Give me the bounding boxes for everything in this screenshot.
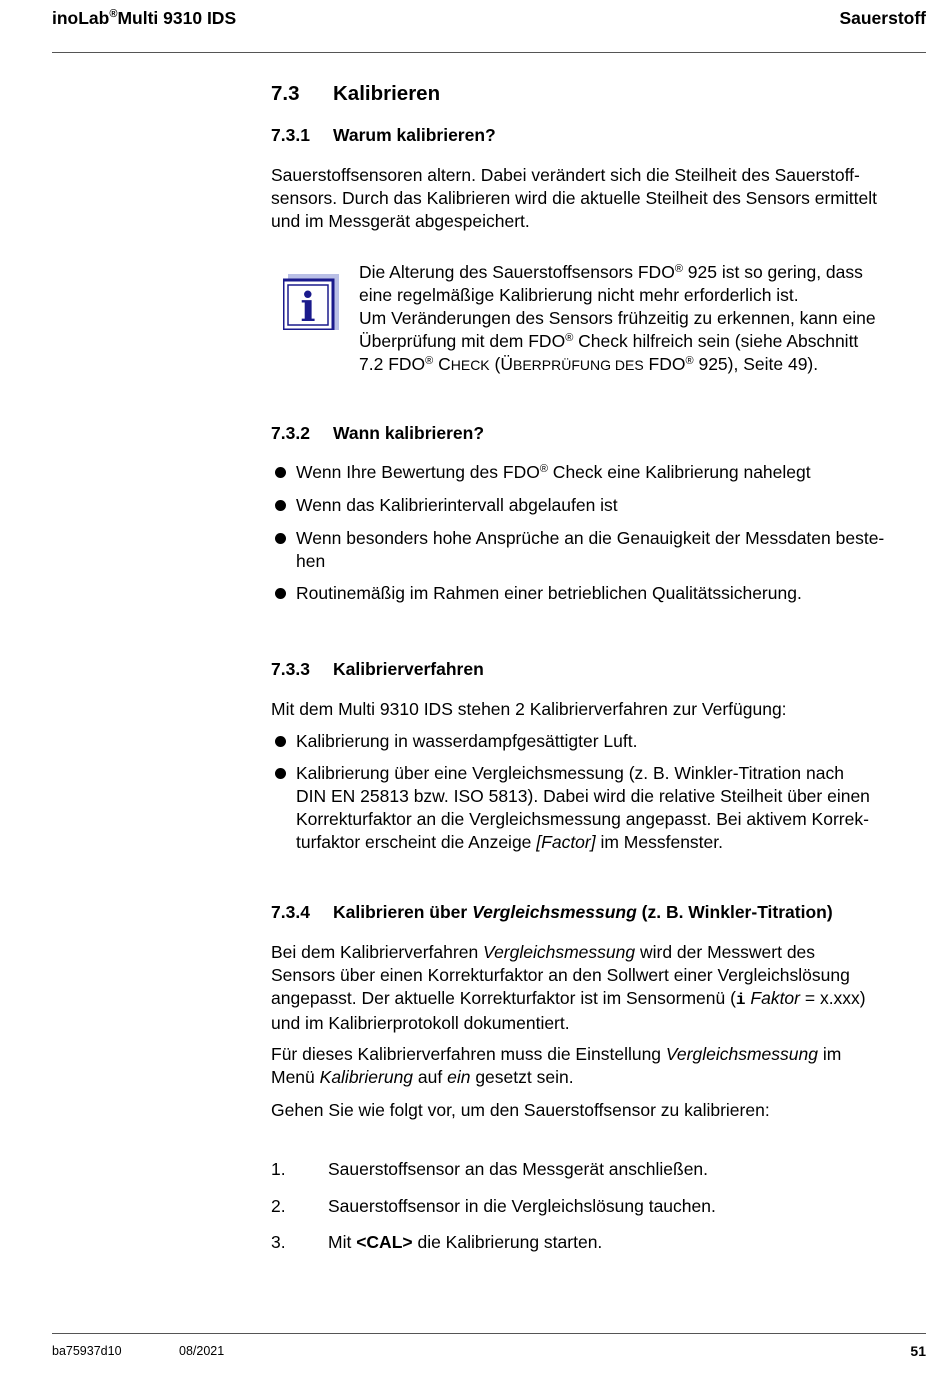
step-3: 3. Mit <CAL> die Kalibrierung starten. (271, 1232, 603, 1252)
paragraph-setting: Für dieses Kalibrierverfahren muss die Einstellung Vergleichsmessung im Menü Kalibrierung auf ein gesetzt sein. (271, 1044, 842, 1087)
header-rule (52, 52, 926, 53)
list-item: Wenn besonders hohe Ansprüche an die Genauigkeit der Messdaten beste- hen (271, 527, 926, 573)
bullet-icon (275, 736, 286, 747)
footer-rule (52, 1333, 926, 1334)
list-item: Routinemäßig im Rahmen einer betrieblichen Qualitätssicherung. (271, 582, 926, 605)
paragraph-comparison-measurement: Bei dem Kalibrierverfahren Vergleichsmessung wird der Messwert des Sensors über einen Korrekturfaktor an den Sollwert einer Vergleichslösung angepasst. Der aktuelle Korrekturfaktor ist im Sensormenü (i Faktor = x.xxx) und im Kalibrierprotokoll dokumentiert. (271, 942, 866, 1033)
paragraph-procedure-intro: Gehen Sie wie folgt vor, um den Sauerstoffsensor zu kalibrieren: (271, 1100, 770, 1120)
bullet-icon (275, 533, 286, 544)
step-2: 2. Sauerstoffsensor in die Vergleichslösung tauchen. (271, 1196, 716, 1216)
header-product: inoLab®Multi 9310 IDS (52, 8, 237, 28)
info-key-icon: i (735, 991, 746, 1009)
list-item: Wenn das Kalibrierintervall abgelaufen ist (271, 494, 926, 517)
info-note: Die Alterung des Sauerstoffsensors FDO® 925 ist so gering, dass eine regelmäßige Kalibrierung nicht mehr erforderlich ist. Um Veränderungen des Sensors frühzeitig zu erkennen, kann eine Überprüfung mit dem FDO® Check hilfreich sein (siehe Abschnitt 7.2 FDO® CHECK (ÜBERPRÜFUNG DES FDO® 925), Seite 49). (359, 262, 876, 374)
step-1: 1. Sauerstoffsensor an das Messgerät anschließen. (271, 1159, 709, 1179)
header-section: Sauerstoff (839, 8, 926, 28)
section-heading-7-3-1: 7.3.1 Warum kalibrieren? (271, 125, 496, 145)
bullet-icon (275, 500, 286, 511)
section-heading-7-3-2: 7.3.2 Wann kalibrieren? (271, 423, 485, 443)
cal-key: <CAL> (356, 1232, 413, 1252)
paragraph-procedures-intro: Mit dem Multi 9310 IDS stehen 2 Kalibrierverfahren zur Verfügung: (271, 699, 787, 719)
list-item: Kalibrierung über eine Vergleichsmessung (z. B. Winkler-Titration nach DIN EN 25813 bzw. ISO 5813). Dabei wird die relative Steilheit über einen Korrekturfaktor an die Vergleichsmessung angepasst. Bei aktivem Korrek- turfaktor erscheint die Anzeige [Factor] im Messfenster. (271, 762, 926, 854)
footer-doc-id: ba75937d10 (52, 1344, 122, 1358)
section-heading-7-3: 7.3 Kalibrieren (271, 82, 441, 105)
bullet-icon (275, 467, 286, 478)
bullet-icon (275, 588, 286, 599)
bullet-icon (275, 768, 286, 779)
paragraph-why-calibrate: Sauerstoffsensoren altern. Dabei verändert sich die Steilheit des Sauerstoff- sensors. Durch das Kalibrieren wird die aktuelle Steilheit des Sensors ermittelt und im Messgerät abgespeichert. (271, 165, 877, 231)
list-item: Wenn Ihre Bewertung des FDO® Check eine Kalibrierung nahelegt (271, 461, 926, 484)
list-item: Kalibrierung in wasserdampfgesättigter Luft. (271, 730, 926, 753)
footer-date: 08/2021 (179, 1344, 225, 1358)
section-heading-7-3-4: 7.3.4 Kalibrieren über Vergleichsmessung (z. B. Winkler-Titration) (271, 902, 833, 922)
info-icon (283, 270, 339, 330)
svg-text:i: i (300, 284, 316, 330)
page-number: 51 (910, 1343, 926, 1359)
section-heading-7-3-3: 7.3.3 Kalibrierverfahren (271, 659, 484, 679)
